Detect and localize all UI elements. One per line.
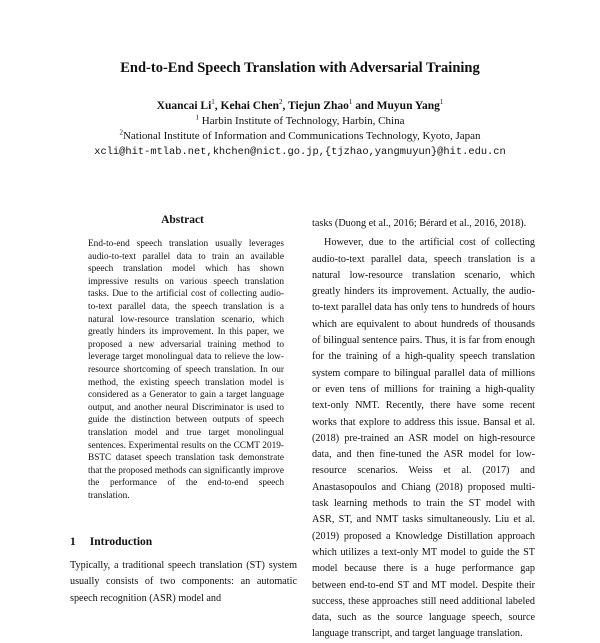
abstract-text: End-to-end speech translation usually leverages audio-to-text parallel data to train an available speech translation model which has shown impressive results on various speech translation tasks. Due to the artificial cost of collecting audio-to-text parallel data, the speech translation is a natural low-resource translation scenario, which greatly hinders its improvement. In this paper, we proposed a new adversarial training method to leverage target monolingual data to relieve the low-resource shortcoming of speech translation. In our method, the existing speech translation model is considered as a Generator to gain a target language output, and another neural Discriminator is used to guide the distinction between outputs of speech translation model and true target monolingual sentences. Experimental results on the CCMT 2019-BSTC dataset speech translation task demonstrate that the proposed methods can significantly improve the performance of the end-to-end speech translation. xyxy=(88,239,284,501)
author-name: Tiejun Zhao xyxy=(288,100,349,112)
affiliation-text: Harbin Institute of Technology, Harbin, China xyxy=(201,115,405,127)
author-name: Xuancai Li xyxy=(156,100,212,112)
author-affil-mark: 1 xyxy=(439,98,444,107)
author-separator: and xyxy=(352,100,377,112)
affiliation-mark: 1 xyxy=(195,113,200,122)
affiliation-2 xyxy=(0,130,600,142)
abstract-heading: Abstract xyxy=(161,214,204,226)
author-affil-mark: 1 xyxy=(348,98,353,107)
body-paragraph: However, due to the artificial cost of collecting audio-to-text parallel data, speech translation is a natural low-resource translation scenario, which greatly hinders its improvement. Actually, the audio-to-text parallel data has only tens to hundreds of hours which are equivalent to about hundreds of thousands of bilingual sentence pairs. Thus, it is far from enough for the training of a high-quality speech translation system compare to bilingual parallel data of millions or even tens of millions for training a high-quality text-only NMT. Recently, there have some recent works that explore to address this issue. Bansal et al. (2018) pre-trained an ASR model on high-resource data, and then fine-tuned the ASR model for low-resource scenarios. Weiss et al. (2017) and Anastasopoulos and Chiang (2018) proposed multi-task learning methods to train the ST model with ASR, ST, and NMT tasks simultaneously. Liu et al. (2019) proposed a Knowledge Distillation approach which utilizes a text-only MT model to guide the ST model because there is a huge performance gap between end-to-end ST and MT model. Despite their success, these approaches still need additional labeled data, such as the source language speech, source language transcript, and target language translation. xyxy=(312,237,535,640)
affiliation-mark: 2 xyxy=(119,128,123,137)
section-heading-introduction xyxy=(70,536,300,548)
author-name: Muyun Yang xyxy=(376,100,440,112)
section-title: Introduction xyxy=(89,536,153,548)
author-name: Kehai Chen xyxy=(220,100,279,112)
introduction-text: Typically, a traditional speech translation (ST) system usually consists of two components: an automatic speech recognition (ASR) model and xyxy=(70,560,297,604)
affiliation-1 xyxy=(0,115,600,127)
paper-title: End-to-End Speech Translation with Adversarial Training xyxy=(120,60,480,76)
right-column xyxy=(312,216,535,643)
continued-paragraph: tasks (Duong et al., 2016; Bérard et al., 2016, 2018). xyxy=(312,218,527,229)
author-affil-mark: 1 xyxy=(211,98,215,107)
section-number: 1 xyxy=(70,536,76,548)
author-affil-mark: 2 xyxy=(279,98,283,107)
author-list xyxy=(0,100,600,112)
author-emails: xcli@hit-mtlab.net,khchen@nict.go.jp,{tjzhao,yangmuyun}@hit.edu.cn xyxy=(94,146,506,158)
affiliation-text: National Institute of Information and Communications Technology, Kyoto, Japan xyxy=(122,130,481,142)
author-separator: , xyxy=(282,100,289,112)
author-separator: , xyxy=(214,100,221,112)
